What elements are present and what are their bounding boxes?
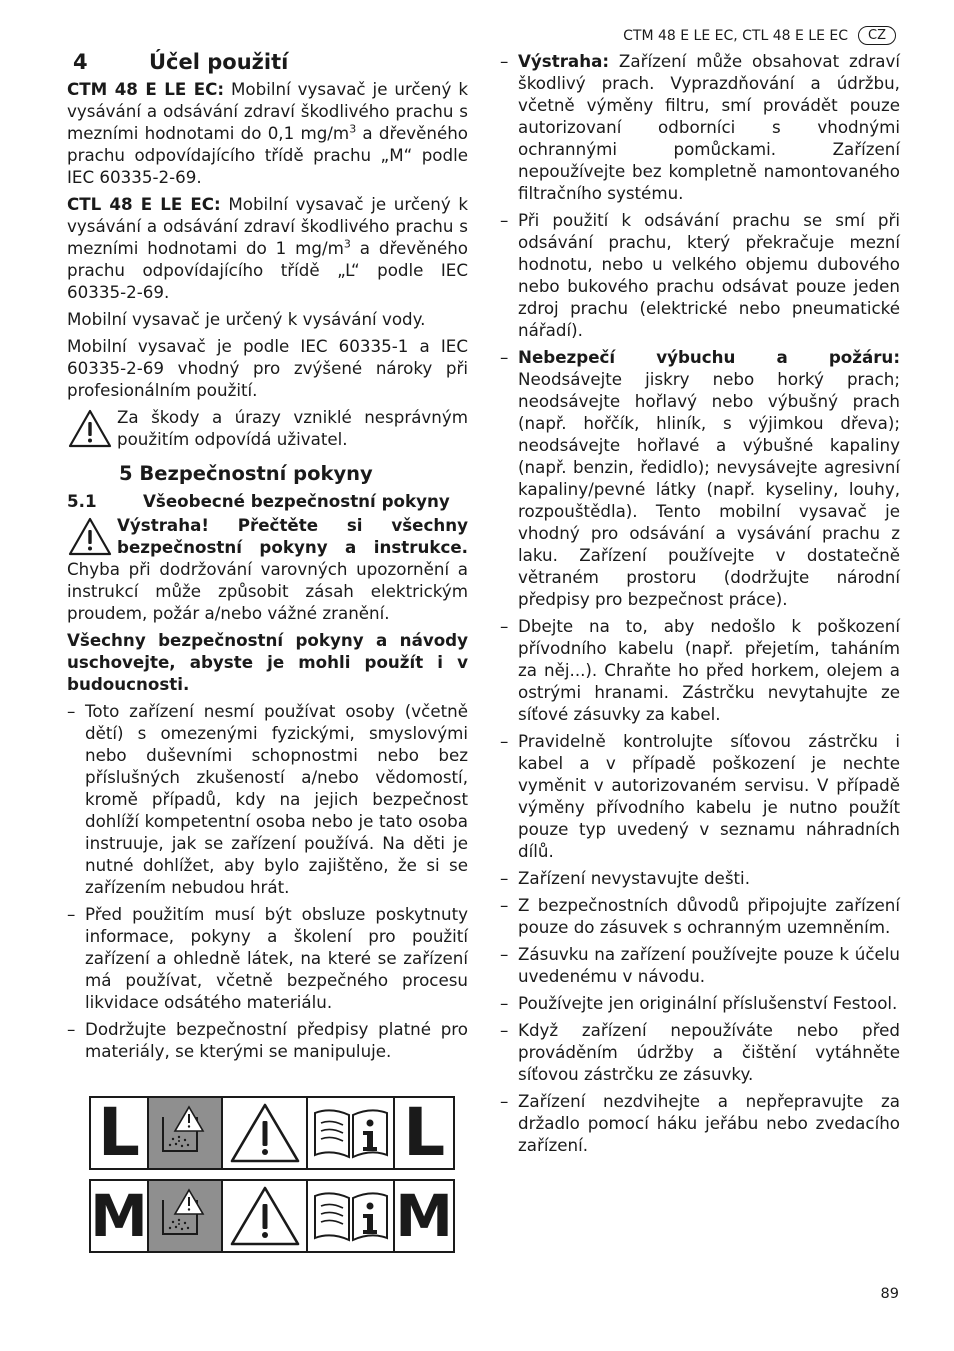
section-5-heading: 5 Bezpečnostní pokyny xyxy=(119,462,373,485)
model-label: CTM 48 E LE EC, CTL 48 E LE EC xyxy=(623,27,849,44)
dust-class-m-row xyxy=(89,1179,455,1253)
section-number: 4 xyxy=(73,50,88,74)
dust-class-letter: M xyxy=(90,1182,148,1250)
list-item: – Před použitím musí být obsluze poskytnuty informace, pokyny a školení pro použití zařízení a ohledně látek, na které se zařízení má používat, včetně bezpečného procesu likvidace odsátého materiálu. xyxy=(67,903,468,1013)
misuse-warning: Za škody a úrazy vzniklé nesprávným použitím odpovídá uživatel. xyxy=(67,406,468,450)
right-column xyxy=(500,50,900,1161)
section-4-heading xyxy=(67,50,468,74)
read-instructions-warning: Výstraha! Přečtěte si všechny bezpečnostní pokyny a instrukce. Chyba při dodržování varovných upozornění a instrukcí může způsobit zásah elektrickým proudem, požár a/nebo vážné zranění. xyxy=(67,515,468,623)
list-item: – Zařízení nevystavujte dešti. xyxy=(500,867,900,889)
list-item: – Pravidelně kontrolujte síťovou zástrčku i kabel a v případě poškození je nechte vyměnit v autorizovaném servisu. V případě výměny přívodního kabelu je nutno použít pouze typ uvedený v seznamu náhradních dílů. xyxy=(500,730,900,862)
left-safety-list xyxy=(67,700,468,1062)
keep-instructions-note: Všechny bezpečnostní pokyny a návody uschovejte, abyste je mohli použít i v budoucnosti. xyxy=(67,630,468,694)
dust-class-signs xyxy=(89,1096,455,1262)
list-item: – Toto zařízení nesmí používat osoby (včetně dětí) s omezenými fyzickými, smyslovými nebo duševními schopnostmi nebo bez příslušných zkušeností a/nebo vědomostí, kromě případů, kdy na jejich bezpečnost dohlíží kompetentní osoba nebo je tato osoba instruuje, jak se zařízení používá. Na děti je nutné dohlížet, aby bylo zajištěno, že si se zařízením nebudou hrát. xyxy=(67,700,468,898)
water-paragraph: Mobilní vysavač je určený k vysávání vody. xyxy=(67,309,426,329)
left-column xyxy=(67,50,468,1067)
warning-triangle-icon xyxy=(223,1098,308,1168)
dust-container-icon xyxy=(149,1181,223,1251)
dust-class-letter: L xyxy=(91,1098,149,1168)
ctl-paragraph: CTL 48 E LE EC: Mobilní vysavač je určený k vysávání a odsávání zdraví škodlivého prachu s mezními hodnotami do 1 $mg/m^3$ a dřevěného prachu odpovídajícího třídě „L“ podle IEC 60335-2-69. xyxy=(67,194,469,302)
list-item: – Z bezpečnostních důvodů připojujte zařízení pouze do zásuvek s ochranným uzemněním. xyxy=(500,894,900,938)
list-item: – Zařízení nezdvihejte a nepřepravujte za držadlo pomocí háku jeřábu nebo zvedacího zařízení. xyxy=(500,1090,900,1156)
list-item: – Dodržujte bezpečnostní předpisy platné pro materiály, se kterými se manipuluje. xyxy=(67,1018,468,1062)
section-5-1-heading: 5.1 Všeobecné bezpečnostní pokyny xyxy=(67,491,450,511)
list-item: – Zásuvku na zařízení používejte pouze k účelu uvedenému v návodu. xyxy=(500,943,900,987)
ctm-paragraph: CTM 48 E LE EC: Mobilní vysavač je určený k vysávání a odsávání zdraví škodlivého prachu s mezními hodnotami do 0,1 $mg/m^3$ a dřevěného prachu odpovídajícího třídě prachu „M“ podle IEC 60335-2-69. xyxy=(67,79,469,187)
list-item: – Dbejte na to, aby nedošlo k poškození přívodního kabelu (např. přejetím, taháním za něj...). Chraňte ho před horkem, olejem a ostrými hranami. Zástrčku nevytahujte ze síťové zásuvky za kabel. xyxy=(500,615,900,725)
right-safety-list xyxy=(500,50,900,1156)
list-item: – Používejte jen originální příslušenství Festool. xyxy=(500,992,900,1014)
dust-class-letter: L xyxy=(403,1094,446,1171)
dust-class-letter: M xyxy=(395,1182,453,1250)
list-item: – Výstraha: Zařízení může obsahovat zdraví škodlivý prach. Vyprazdňování a údržbu, včetně výměny filtru, smí provádět pouze autorizovaní odborníci s vhodnými ochrannými pomůckami. Zařízení nepoužívejte bez kompletně namontovaného filtračního systému. xyxy=(500,50,900,204)
section-title: Účel použití xyxy=(149,50,289,74)
list-item: – Když zařízení nepoužíváte nebo před prováděním údržby a čištění vytáhněte síťovou zástrčku ze zásuvky. xyxy=(500,1019,900,1085)
list-item: – Při použití k odsávání prachu se smí při odsávání prachu, který překračuje mezní hodnotu, nebo u velkého objemu dubového nebo bukového prachu odsávat pouze jeden zdroj prachu (elektrické nebo pneumatické nářadí). xyxy=(500,209,900,341)
warning-triangle-icon xyxy=(67,516,113,558)
page-number: 89 xyxy=(880,1286,899,1302)
warning-triangle-icon xyxy=(223,1181,307,1251)
page-header xyxy=(623,26,896,45)
list-item: – Nebezpečí výbuchu a požáru: Neodsávejte jiskry nebo horký prach; neodsávejte hořlavý nebo výbušný prach (např. hořčík, hliník, s výjimkou dřeva); neodsávejte hořlavé a výbušné kapaliny (např. benzin, ředidlo); nevysávejte agresivní kapaliny/pevné látky (např. kyseliny, louhy, rozpouštědla). Tento mobilní vysavač je vhodný pro odsávání a vysávání prachu z laku. Zařízení používejte v dostatečně větraném prostoru (dodržujte národní předpisy pro bezpečnost práce). xyxy=(500,346,900,610)
read-manual-icon xyxy=(308,1098,396,1168)
read-manual-icon xyxy=(308,1181,395,1251)
iec-paragraph: Mobilní vysavač je podle IEC 60335-1 a IEC 60335-2-69 vhodný pro zvýšené nároky při profesionálním použití. xyxy=(67,336,468,400)
dust-class-l-row xyxy=(89,1096,455,1170)
dust-container-icon xyxy=(149,1098,224,1168)
language-badge: CZ xyxy=(858,26,896,45)
warning-triangle-icon xyxy=(67,408,113,450)
